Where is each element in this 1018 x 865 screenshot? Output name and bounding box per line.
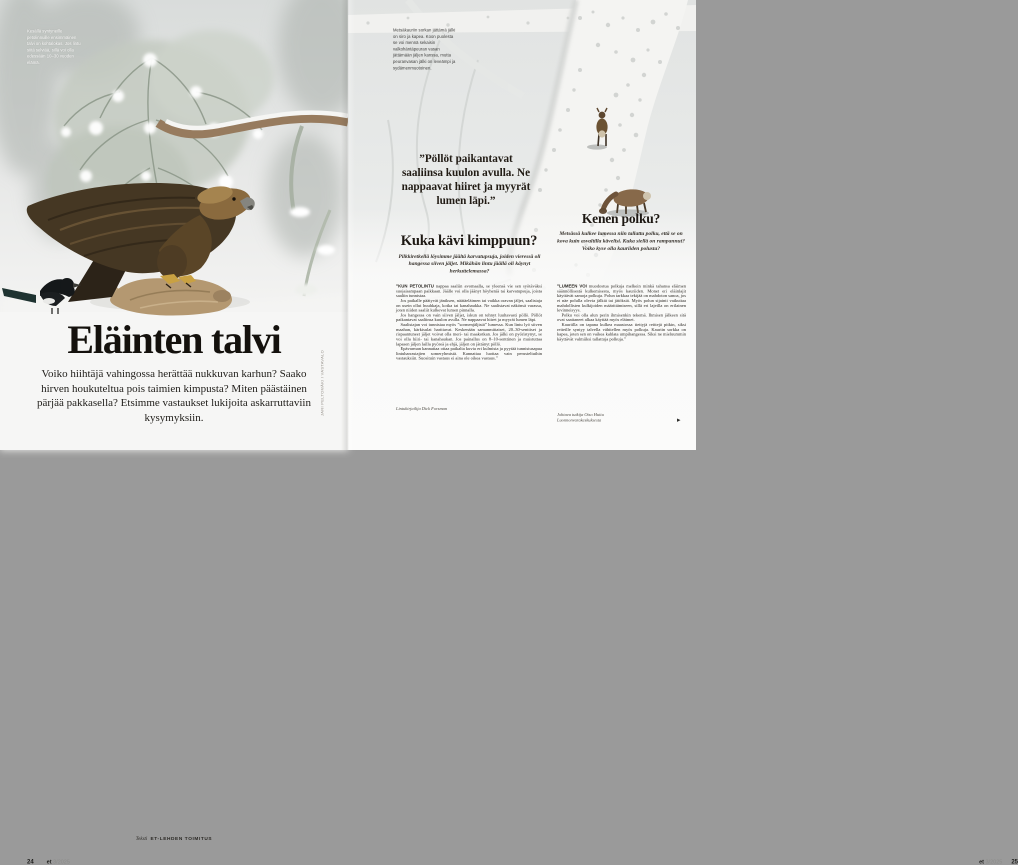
article-lede: Pilkkiretkellä löysimme jäältä karvatupsuja, joiden vieressä oli hangessa siiven jäljet. Mikähän lintu jäällä oli käynyt herkuttelemassa? [398,253,541,274]
article-lede: Metsässä kulkee lumessa niin tallattu polku, että se on kova kuin asvaltilla kävelisi. Kuka siellä on rampannut? Voiko kyse olla kauriiden polusta? [557,230,685,252]
photo-credit: JARI PELTOMÄKI / VASTAVALO [320,350,325,416]
lead-in: ”LUMEEN VOI [557,283,587,289]
left-page [0,0,348,865]
article-heading: Kuka kävi kimppuun? [400,233,538,249]
body-paragraph: Polku voi olla alun perin ihmisenkin tekemä. Ihmisen jälkeen sitä ovat saattaneet alkaa käyttää myös eläimet. [557,312,686,323]
byline [0,836,348,842]
photo-credit: GETTY IMAGES [717,400,722,434]
left-page-footer [27,858,70,865]
photo-caption: Kesällä syntyneille petolinnuille ensimmäinen talvi on kohtalokas. Jos lintu siitä selviää, sillä voi olla edessään 10–30 vuoden elämä. [27,28,81,66]
paragraph-text: muodostua polkuja melkein minkä tahansa eläimen säännöllisestä kulkemisesta, myös kauriiden. Monet eri eläinlajit käyttävät samoja polkuja. Polun tarkkaa tekijää on mahdoton sanoa, jos ei näe polulla olevia jälkiä tai jätöksiä. Myös polun sijainti vaikuttaa mahdollisten kulkijoiden määrittämiseen, sillä eri lajeilla on erilainen levinneisyys. [557,283,687,313]
standfirst: Voiko hiihtäjä vahingossa herättää nukkuvan karhun? Saako hirven houkuteltua pois taimien kimpusta? Miten päästäinen pärjää pakkasella? Etsimme vastaukset lukijoita askarruttaviin kysymyksiin. [37,368,311,424]
byline-name: ET-LEHDEN TOIMITUS [150,836,213,842]
expert-signature [557,412,686,423]
body-paragraph: Saalistajan voi tunnistaa myös ”sormenjäljistä” lumessa. Kun lintu lyö siiven maahan, kärkisulat harittavat. Keskenään samanmittaiset, 20–30-senttiset ja rispaantuneet jäljet voivat olla meri- tai maakotkan. Jos jälki on pyöristynyt, se voi olla hiiri- tai kanahaukan. Jos painallus on 8–10-senttinen ja muistuttaa lapasen jäljen lailla pyöreä ja ehjä, jäljen on jättänyt pöllö. [396,322,542,347]
photo-caption: Metsäkauriin sorkan jättämä jälki on siro ja kapea. Koon puolesta se voi mennä sekaisin valkohäntäpeuran vasan jättämään jäljen kanssa, mutta peuranvasan jälki on leveämpi ja sydämenmuotoinen. [393,27,456,71]
pull-quote: ”Pöllöt paikantavat saaliinsa kuulon avulla. Ne nappaavat hiiret ja myyrät lumen läpi.” [401,153,531,207]
paragraph-text: nappaa saaliin avomaalla, se yleensä vie sen syötäväksi suojaisampaan paikkaan. Jäälle voi olla jäänyt höyheniä tai karvatupsuja, joista saaliin tunnistaa. [396,283,542,299]
article-body [557,284,686,342]
expert-signature: Lintukirjailija Dick Forsman [396,406,448,411]
headline: Eläinten talvi [67,317,281,362]
signature-line: Luonnonvarakeskuksesta [557,417,602,423]
issue-number: 3/2025 [985,859,1003,865]
continuation-arrow-icon: ▸ [677,416,681,424]
article-body [396,284,542,361]
body-paragraph [396,284,542,298]
issue-name: et [979,859,984,865]
byline-label: Teksti [135,836,148,842]
body-paragraph: Epävarman kannattaa ottaa paikalta kuvia eri kulmista ja pyytää tunnistusapua lintuharrastajien someryhmistä. Kannattaa luottaa vain perusteltuihin vastauksiin. Suosituin vastaus ei aina ole oikea vastaus.” [396,346,542,361]
body-paragraph [557,284,686,313]
issue-number: 3/2025 [53,859,70,865]
signature-line: Johtava tutkija Otso Huitu [557,412,604,417]
issue-name: et [46,859,52,865]
right-page [348,0,1018,865]
right-page-footer [868,858,1018,865]
page-number: 25 [1011,858,1018,865]
article-heading: Kenen polku? [581,211,661,226]
page-number: 24 [27,858,34,865]
body-paragraph: Jos hangessa on vain siiven jäljet, iskun on tehnyt luultavasti pöllö. Pöllöt paikantavat saaliinsa kuulon avulla. Ne nappaavat hiiret ja myyrät lumen läpi. [396,312,542,323]
lead-in: ”KUN PETOLINTU [396,283,434,289]
body-paragraph: Kauriilla on tapana kulkea maastossa tiettyjä reittejä pitkin, siksi reiteille syntyy talvella vähitellen myös polkuja. Kauriin sorkka on kapea, joten sen on vaikea kahlata umpihangessa. Siksi ne mieluummin käyttävät valmiiksi tallattuja polkuja.” [557,322,686,342]
body-paragraph: Jos paikalle päätyvät jäniksen, näätäeläimen tai vaikka oravan jäljet, saalistaja on usein ollut huuhkaja, kotka tai kanahaukka. Ne saalistavat näkönsä varassa, joten niiden saaliit kulkevat lumen pinnalla. [396,297,542,313]
